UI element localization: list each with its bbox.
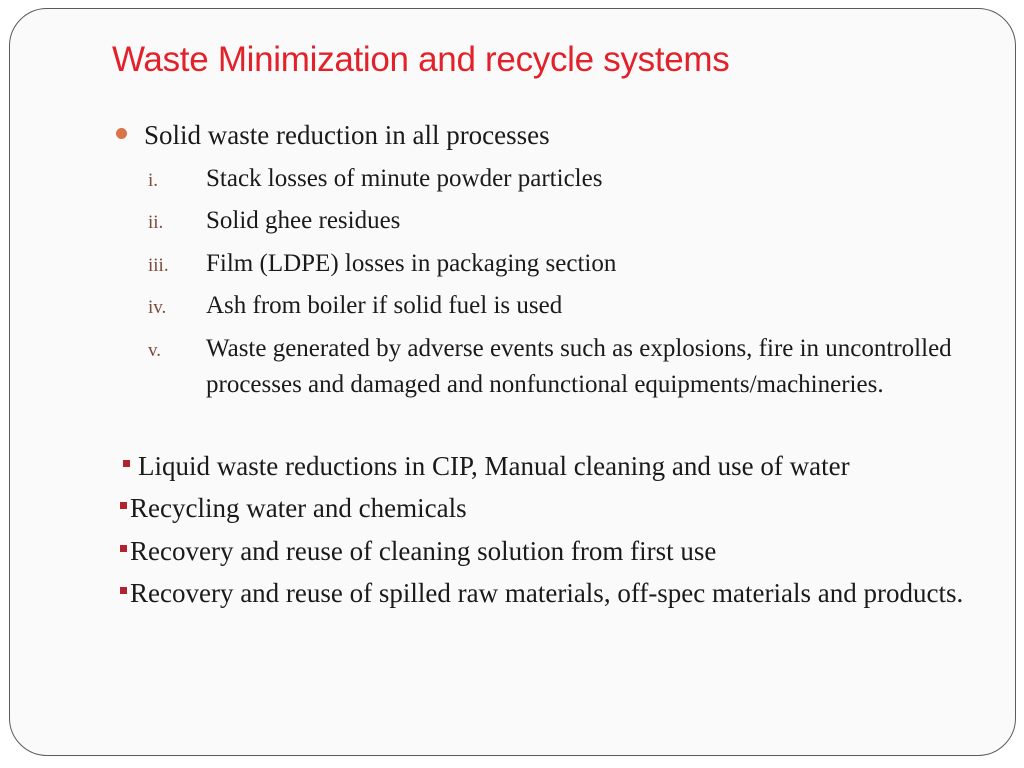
square-item-text: Recycling water and chemicals xyxy=(130,493,467,523)
square-bullet-icon xyxy=(123,460,130,467)
sub-item-text: Solid ghee residues xyxy=(206,207,401,234)
sub-item-text: Film (LDPE) losses in packaging section xyxy=(206,250,617,277)
square-item-text: Recovery and reuse of cleaning solution from first use xyxy=(130,536,717,566)
sub-item-number: iii. xyxy=(148,255,169,276)
sub-item-number: i. xyxy=(148,170,159,191)
square-item-text: Liquid waste reductions in CIP, Manual cleaning and use of water xyxy=(138,451,850,481)
sub-item-text: Stack losses of minute powder particles xyxy=(206,165,603,192)
square-bullet-icon xyxy=(120,545,127,552)
sub-item-number: iv. xyxy=(148,297,167,318)
square-item-spilled-materials xyxy=(120,574,980,612)
slide-title: Waste Minimization and recycle systems xyxy=(112,40,730,79)
square-bullet-icon xyxy=(120,502,127,509)
sub-item-text: Waste generated by adverse events such as explosions, fire in uncontrolled processes and damaged and nonfunctional equipments/machineries. xyxy=(206,335,952,398)
main-bullet-text: Solid waste reduction in all processes xyxy=(144,120,550,150)
square-item-cleaning-solution xyxy=(120,532,980,570)
round-bullet-icon xyxy=(116,128,127,139)
square-item-liquid-waste xyxy=(120,447,980,485)
square-bullet-icon xyxy=(120,587,127,594)
sub-item-number: ii. xyxy=(148,212,164,233)
sub-item-number: v. xyxy=(148,340,162,361)
square-item-text: Recovery and reuse of spilled raw materials, off-spec materials and products. xyxy=(130,578,964,608)
square-item-recycling-water xyxy=(120,489,980,527)
sub-item-text: Ash from boiler if solid fuel is used xyxy=(206,292,563,319)
